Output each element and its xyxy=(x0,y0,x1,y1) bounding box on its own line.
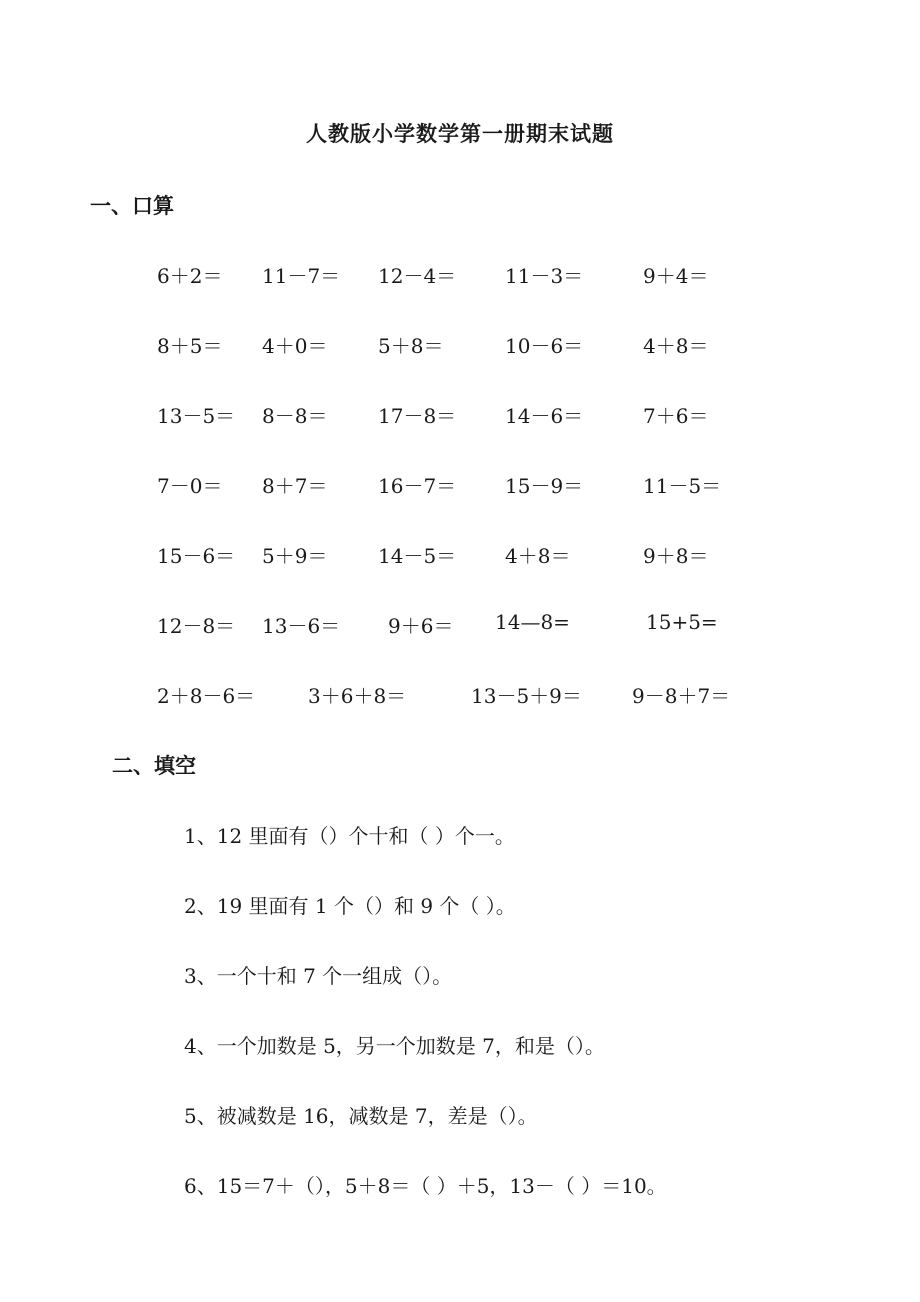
arithmetic-problem: 5＋8＝ xyxy=(378,334,444,358)
arithmetic-problem: 2＋8－6＝ xyxy=(157,684,256,708)
arithmetic-problem: 8＋7＝ xyxy=(262,474,328,498)
arithmetic-problem: 17－8＝ xyxy=(378,404,457,428)
arithmetic-problem: 11－7＝ xyxy=(262,264,341,288)
fill-in-question: 6、15＝7＋（），5＋8＝（ ）＋5，13－（ ）＝10。 xyxy=(184,1174,667,1198)
fill-in-question: 1、12 里面有（）个十和（ ）个一。 xyxy=(184,824,515,848)
arithmetic-problem: 15－6＝ xyxy=(157,544,236,568)
arithmetic-problem: 12－4＝ xyxy=(378,264,457,288)
arithmetic-problem: 9＋6＝ xyxy=(388,614,454,638)
arithmetic-problem: 11－3＝ xyxy=(505,264,584,288)
arithmetic-problem: 4＋8＝ xyxy=(643,334,709,358)
arithmetic-problem: 14－5＝ xyxy=(378,544,457,568)
arithmetic-problem: 12－8＝ xyxy=(157,614,236,638)
arithmetic-problem: 4＋8＝ xyxy=(505,544,571,568)
fill-in-question: 2、19 里面有 1 个（）和 9 个（ ）。 xyxy=(184,894,516,918)
arithmetic-problem: 3＋6＋8＝ xyxy=(308,684,407,708)
arithmetic-problem: 6＋2＝ xyxy=(157,264,223,288)
arithmetic-problem: 15+5= xyxy=(646,610,718,634)
page-title: 人教版小学数学第一册期末试题 xyxy=(306,121,614,146)
arithmetic-problem: 4＋0＝ xyxy=(262,334,328,358)
arithmetic-problem: 15－9＝ xyxy=(505,474,584,498)
arithmetic-problem: 13－5＋9＝ xyxy=(471,684,582,708)
arithmetic-problem: 13－5＝ xyxy=(157,404,236,428)
arithmetic-problem: 9＋4＝ xyxy=(643,264,709,288)
section-heading-fill-in-blanks: 二、填空 xyxy=(112,753,196,778)
arithmetic-problem: 14－6＝ xyxy=(505,404,584,428)
arithmetic-problem: 7－0＝ xyxy=(157,474,223,498)
arithmetic-problem: 5＋9＝ xyxy=(262,544,328,568)
arithmetic-problem: 16－7＝ xyxy=(378,474,457,498)
arithmetic-problem: 11－5＝ xyxy=(643,474,722,498)
fill-in-question: 5、被减数是 16，减数是 7，差是（）。 xyxy=(184,1104,538,1128)
arithmetic-problem: 14—8= xyxy=(495,610,570,634)
arithmetic-problem: 13－6＝ xyxy=(262,614,341,638)
section-heading-oral-arithmetic: 一、口算 xyxy=(90,193,174,218)
arithmetic-problem: 8＋5＝ xyxy=(157,334,223,358)
arithmetic-problem: 9＋8＝ xyxy=(643,544,709,568)
arithmetic-problem: 8－8＝ xyxy=(262,404,328,428)
arithmetic-problem: 10－6＝ xyxy=(505,334,584,358)
fill-in-question: 4、一个加数是 5，另一个加数是 7，和是（）。 xyxy=(184,1034,605,1058)
arithmetic-problem: 9－8＋7＝ xyxy=(632,684,731,708)
fill-in-question: 3、一个十和 7 个一组成（）。 xyxy=(184,964,453,988)
arithmetic-problem: 7＋6＝ xyxy=(643,404,709,428)
